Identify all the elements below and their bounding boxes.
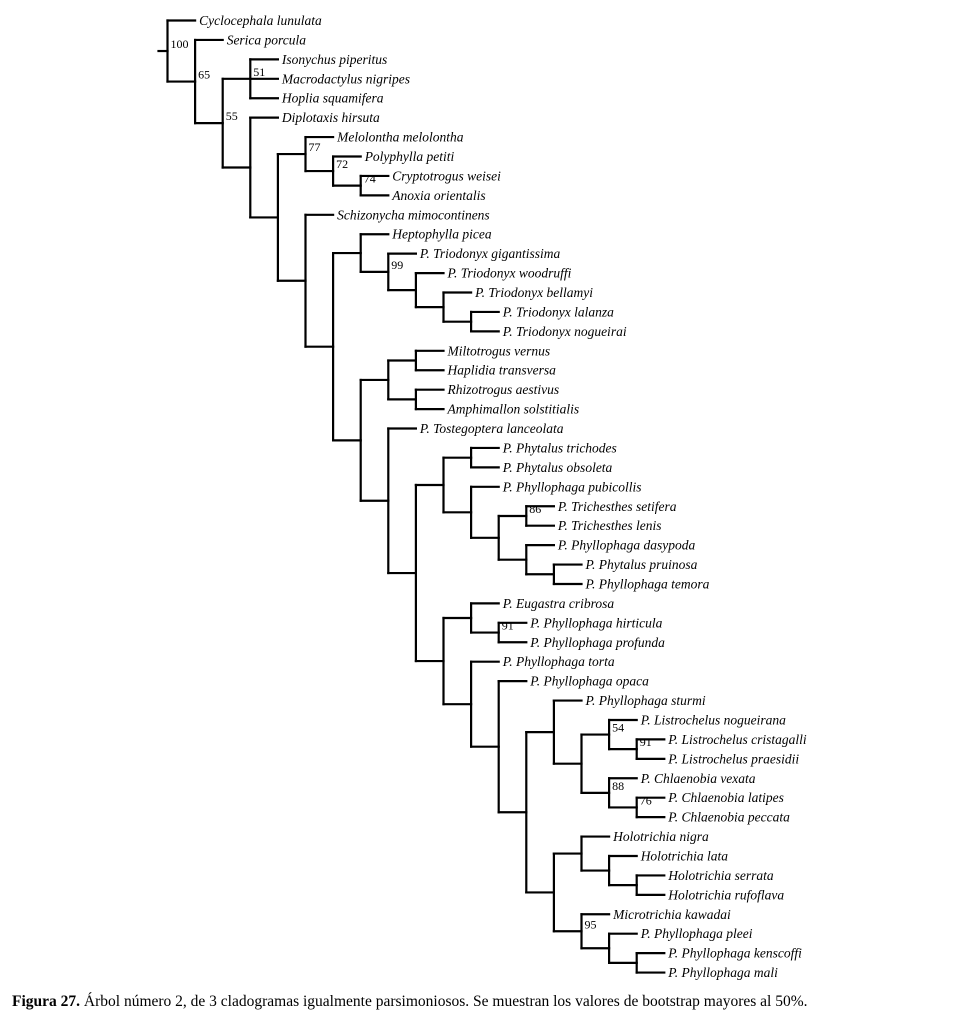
taxon-label: Haplidia transversa [447, 362, 556, 378]
taxon-label: P. Phytalus obsoleta [502, 459, 613, 475]
bootstrap-value: 91 [501, 618, 514, 633]
bootstrap-value: 95 [584, 917, 597, 932]
taxon-label: P. Triodonyx woodruffi [447, 265, 572, 281]
bootstrap-value: 100 [170, 37, 189, 52]
taxon-label: Holotrichia lata [640, 848, 729, 864]
taxon-label: Melolontha melolontha [337, 129, 464, 145]
bootstrap-value: 77 [308, 140, 321, 155]
bootstrap-value: 86 [529, 501, 542, 516]
taxon-label: Holotrichia rufoflava [668, 887, 785, 903]
taxon-label: Serica porcula [226, 32, 307, 48]
bootstrap-value: 65 [198, 67, 211, 82]
taxon-label: P. Triodonyx nogueirai [502, 323, 627, 339]
taxon-label: P. Trichesthes lenis [557, 518, 662, 534]
taxon-label: P. Phyllophaga profunda [530, 634, 665, 650]
figure-caption-label: Figura 27. [12, 993, 81, 1010]
taxon-label: P. Phyllophaga sturmi [585, 693, 706, 709]
taxon-label: P. Triodonyx lalanza [502, 304, 614, 320]
taxon-label: Schizonycha mimocontinens [337, 207, 490, 223]
taxon-label: P. Listrochelus praesidii [668, 751, 800, 767]
taxon-label: Hoplia squamifera [281, 90, 384, 106]
taxon-label: P. Listrochelus cristagalli [668, 731, 807, 747]
taxon-label: P. Triodonyx bellamyi [475, 285, 593, 301]
taxon-label: P. Phyllophaga hirticula [530, 615, 663, 631]
taxon-label: P. Tostegoptera lanceolata [419, 421, 564, 437]
bootstrap-value: 72 [336, 157, 349, 172]
bootstrap-value: 76 [639, 793, 652, 808]
taxon-label: Miltotrogus vernus [447, 343, 551, 359]
taxon-label: Cryptotrogus weisei [392, 168, 501, 184]
taxon-label: P. Phytalus pruinosa [585, 557, 698, 573]
taxon-label: P. Phyllophaga temora [585, 576, 710, 592]
taxon-label: Heptophylla picea [392, 226, 492, 242]
figure-caption-text: Árbol número 2, de 3 cladogramas igualmente parsimoniosos. Se muestran los valores de bootstrap mayores al 50%. [83, 993, 808, 1010]
taxon-label: P. Chlaenobia peccata [668, 809, 790, 825]
taxon-label: Cyclocephala lunulata [199, 13, 322, 28]
taxon-label: P. Phyllophaga kenscoffi [668, 945, 802, 961]
taxon-label: Amphimallon solstitialis [447, 401, 580, 417]
taxon-label: P. Eugastra cribrosa [502, 595, 615, 611]
taxon-label: P. Phyllophaga opaca [530, 673, 649, 689]
taxon-label: Macrodactylus nigripes [281, 71, 411, 87]
taxon-label: Holotrichia serrata [668, 867, 774, 883]
taxon-label: Diplotaxis hirsuta [281, 110, 380, 126]
taxon-label: P. Triodonyx gigantissima [419, 246, 561, 262]
taxon-label: Holotrichia nigra [613, 829, 709, 845]
taxon-label: Isonychus piperitus [281, 51, 388, 67]
taxon-label: P. Phyllophaga torta [502, 654, 615, 670]
bootstrap-value: 88 [612, 778, 625, 793]
bootstrap-value: 51 [253, 64, 266, 79]
taxon-label: Microtrichia kawadai [613, 906, 731, 922]
taxon-label: Polyphylla petiti [364, 149, 455, 165]
taxon-label: P. Listrochelus nogueirana [640, 712, 786, 728]
taxon-label: P. Phyllophaga pleei [640, 926, 753, 942]
bootstrap-value: 91 [639, 735, 652, 750]
taxon-label: P. Chlaenobia vexata [640, 770, 756, 786]
bootstrap-value: 55 [225, 109, 238, 124]
taxon-label: Rhizotrogus aestivus [447, 382, 560, 398]
bootstrap-value: 54 [612, 720, 625, 735]
taxon-label: P. Phyllophaga pubicollis [502, 479, 642, 495]
taxon-label: Anoxia orientalis [392, 187, 486, 203]
taxon-label: P. Phyllophaga dasypoda [557, 537, 696, 553]
figure-caption [12, 993, 947, 1011]
taxon-label: P. Trichesthes setifera [557, 498, 677, 514]
bootstrap-value: 99 [391, 257, 404, 272]
bootstrap-value: 74 [363, 171, 376, 186]
taxon-label: P. Phyllophaga mali [668, 965, 778, 981]
taxon-label: P. Chlaenobia latipes [668, 790, 784, 806]
taxon-label: P. Phytalus trichodes [502, 440, 617, 456]
